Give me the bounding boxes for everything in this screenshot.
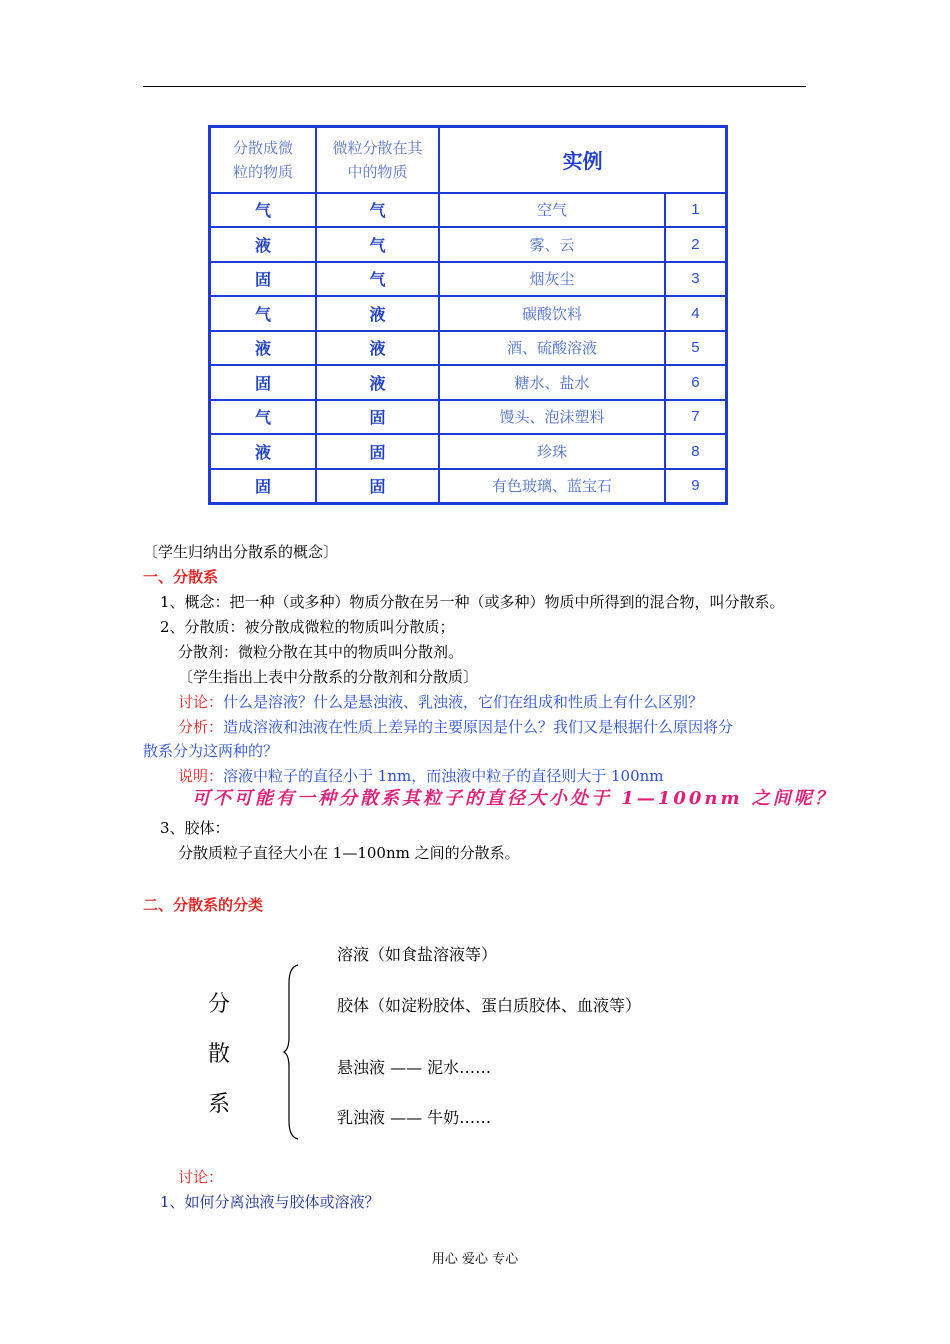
table-row [210,400,727,435]
dispersion-table [208,125,728,505]
cell-number: 3 [665,262,727,297]
highlight-question: 可不可能有一种分散系其粒子的直径大小处于 1—100nm 之间呢？ [192,788,836,809]
cell-dispersed: 固 [210,365,316,400]
branch-suspension: 悬浊液 —— 泥水…… [337,1058,492,1077]
branch-colloid: 胶体（如淀粉胶体、蛋白质胶体、血液等） [337,996,642,1015]
cell-number: 5 [665,331,727,366]
table-row [210,434,727,469]
cell-example: 有色玻璃、蓝宝石 [439,469,665,504]
table-row [210,296,727,331]
cell-medium: 固 [316,469,439,504]
cell-dispersed: 气 [210,400,316,435]
table-row [210,227,727,262]
diagram-root-1: 分 [208,992,231,1017]
cell-medium: 液 [316,331,439,366]
cell-example: 珍珠 [439,434,665,469]
note-summary: 〔学生归纳出分散系的概念〕 [143,543,339,561]
item-colloid-def: 分散质粒子直径大小在 1—100nm 之间的分散系。 [178,844,520,862]
cell-medium: 固 [316,400,439,435]
diagram-root-3: 系 [208,1092,231,1117]
table-row [210,365,727,400]
section-2-heading: 二、分散系的分类 [143,896,264,914]
cell-dispersed: 气 [210,193,316,228]
item-colloid: 3、胶体： [160,819,230,837]
section-1-heading: 一、分散系 [143,568,219,586]
header-rule [143,86,806,87]
discussion-2-q1: 1、如何分离浊液与胶体或溶液？ [160,1193,380,1211]
cell-medium: 气 [316,262,439,297]
analysis-line-2: 散系分为这两种的？ [143,742,279,760]
cell-medium: 气 [316,227,439,262]
cell-number: 6 [665,365,727,400]
branch-emulsion: 乳浊液 —— 牛奶…… [337,1108,492,1127]
cell-dispersed: 固 [210,262,316,297]
cell-dispersed: 气 [210,296,316,331]
cell-number: 7 [665,400,727,435]
table-header-row [210,127,727,193]
page-footer: 用心 爱心 专心 [431,1252,519,1267]
cell-number: 4 [665,296,727,331]
cell-dispersed: 液 [210,227,316,262]
note-identify: 〔学生指出上表中分散系的分散剂和分散质〕 [178,668,479,686]
cell-medium: 液 [316,365,439,400]
item-dispersed: 2、分散质：被分散成微粒的物质叫分散质； [160,618,455,636]
table-row [210,262,727,297]
brace-icon [283,963,303,1141]
cell-medium: 气 [316,193,439,228]
header-medium: 微粒分散在其 中的物质 [316,127,439,193]
cell-number: 8 [665,434,727,469]
item-concept: 1、概念：把一种（或多种）物质分散在另一种（或多种）物质中所得到的混合物，叫分散系。 [160,593,785,611]
cell-dispersed: 液 [210,331,316,366]
discussion-line: 讨论：什么是溶液？什么是悬浊液、乳浊液，它们在组成和性质上有什么区别？ [178,693,704,711]
cell-medium: 液 [316,296,439,331]
diagram-root-2: 散 [208,1042,231,1067]
discussion-2-label: 讨论： [178,1168,224,1186]
cell-example: 碳酸饮料 [439,296,665,331]
item-medium: 分散剂：微粒分散在其中的物质叫分散剂。 [178,643,464,661]
table-row [210,193,727,228]
table-row [210,331,727,366]
cell-dispersed: 液 [210,434,316,469]
cell-number: 9 [665,469,727,504]
cell-dispersed: 固 [210,469,316,504]
cell-number: 1 [665,193,727,228]
table-row [210,469,727,504]
analysis-line: 分析：造成溶液和浊液在性质上差异的主要原因是什么？我们又是根据什么原因将分 [178,718,734,736]
header-example: 实例 [439,127,726,193]
cell-example: 酒、硫酸溶液 [439,331,665,366]
cell-example: 雾、云 [439,227,665,262]
cell-number: 2 [665,227,727,262]
cell-example: 烟灰尘 [439,262,665,297]
cell-example: 空气 [439,193,665,228]
header-dispersed: 分散成微 粒的物质 [210,127,316,193]
cell-example: 糖水、盐水 [439,365,665,400]
cell-medium: 固 [316,434,439,469]
branch-solution: 溶液（如食盐溶液等） [337,945,498,964]
cell-example: 馒头、泡沫塑料 [439,400,665,435]
explanation-line: 说明：溶液中粒子的直径小于 1nm，而浊液中粒子的直径则大于 100nm [178,767,664,785]
